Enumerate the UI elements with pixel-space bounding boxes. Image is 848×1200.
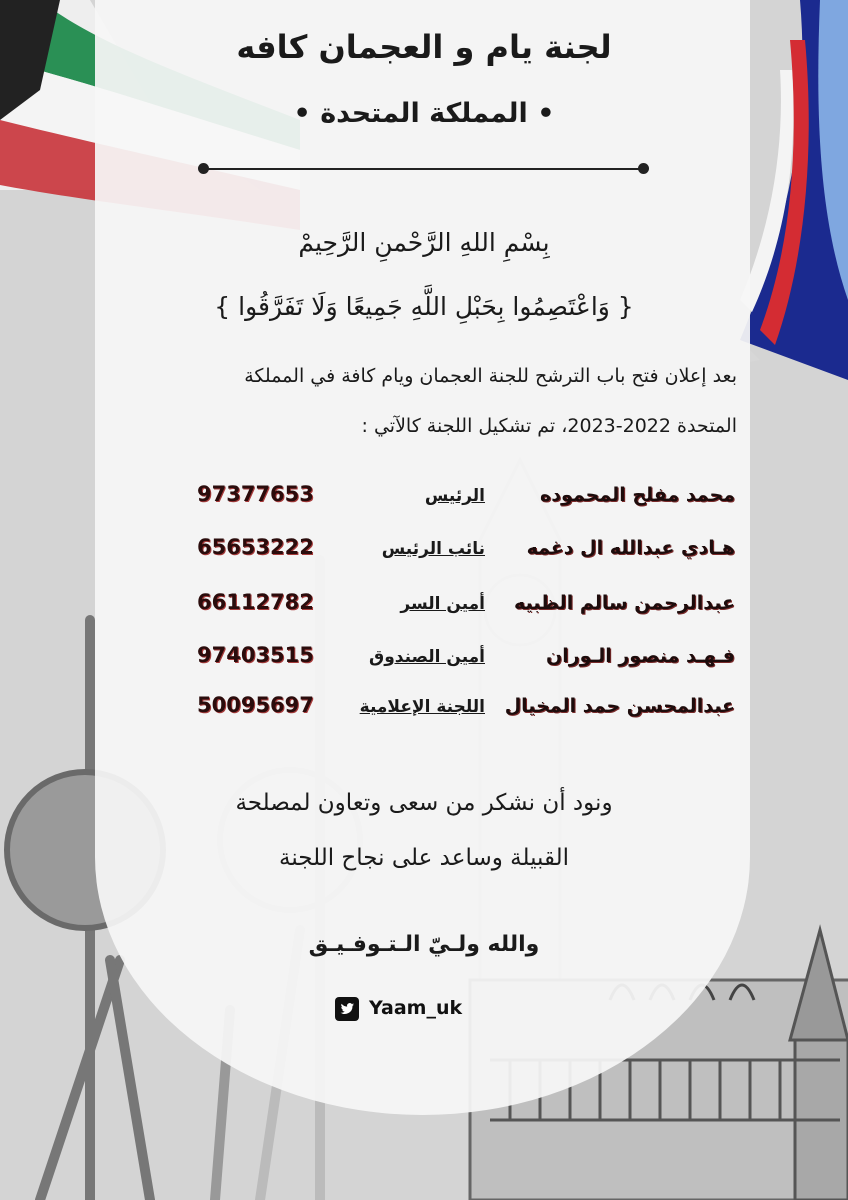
member-role: أمين السر [400, 594, 485, 614]
member-role: اللجنة الإعلامية [359, 697, 485, 717]
member-phone: 97403515 [197, 643, 314, 667]
thanks-line-1: ونود أن نشكر من سعى وتعاون لمصلحة [235, 790, 613, 816]
member-name: عبدالمحسن حمد المخيال [504, 695, 735, 717]
member-phone: 97377653 [197, 482, 314, 506]
divider-line [203, 168, 643, 170]
intro-line-1: بعد إعلان فتح باب الترشح للجنة العجمان ويام كافة في المملكة [244, 365, 737, 387]
member-name: محمد مفلح المحموده [540, 484, 735, 506]
page-subtitle: • المملكة المتحدة • [293, 98, 555, 129]
member-name: هـادي عبدالله ال دغمه [526, 537, 735, 559]
quran-verse: { وَاعْتَصِمُوا بِحَبْلِ اللَّهِ جَمِيعًا وَلَا تَفَرَّقُوا } [214, 292, 634, 321]
twitter-handle[interactable]: Yaam_uk [369, 997, 463, 1019]
divider-dot-right [638, 163, 649, 174]
closing-text: والله ولـيّ الـتـوفـيـق [308, 932, 540, 957]
member-role: الرئيس [424, 486, 485, 506]
member-name: عبدالرحمن سالم الظبيه [514, 592, 735, 614]
divider-dot-left [198, 163, 209, 174]
member-phone: 50095697 [197, 693, 314, 717]
member-phone: 66112782 [197, 590, 314, 614]
member-role: أمين الصندوق [369, 647, 485, 667]
basmala-text: بِسْمِ اللهِ الرَّحْمنِ الرَّحِيمْ [298, 228, 550, 257]
twitter-icon[interactable] [335, 997, 359, 1021]
intro-line-2: المتحدة 2022-2023، تم تشكيل اللجنة كالآتي : [361, 415, 737, 437]
member-phone: 65653222 [197, 535, 314, 559]
member-name: فـهـد منصور الـوران [546, 645, 735, 667]
thanks-line-2: القبيلة وساعد على نجاح اللجنة [278, 845, 570, 871]
member-role: نائب الرئيس [381, 539, 485, 559]
page-title: لجنة يام و العجمان كافه [236, 28, 612, 66]
